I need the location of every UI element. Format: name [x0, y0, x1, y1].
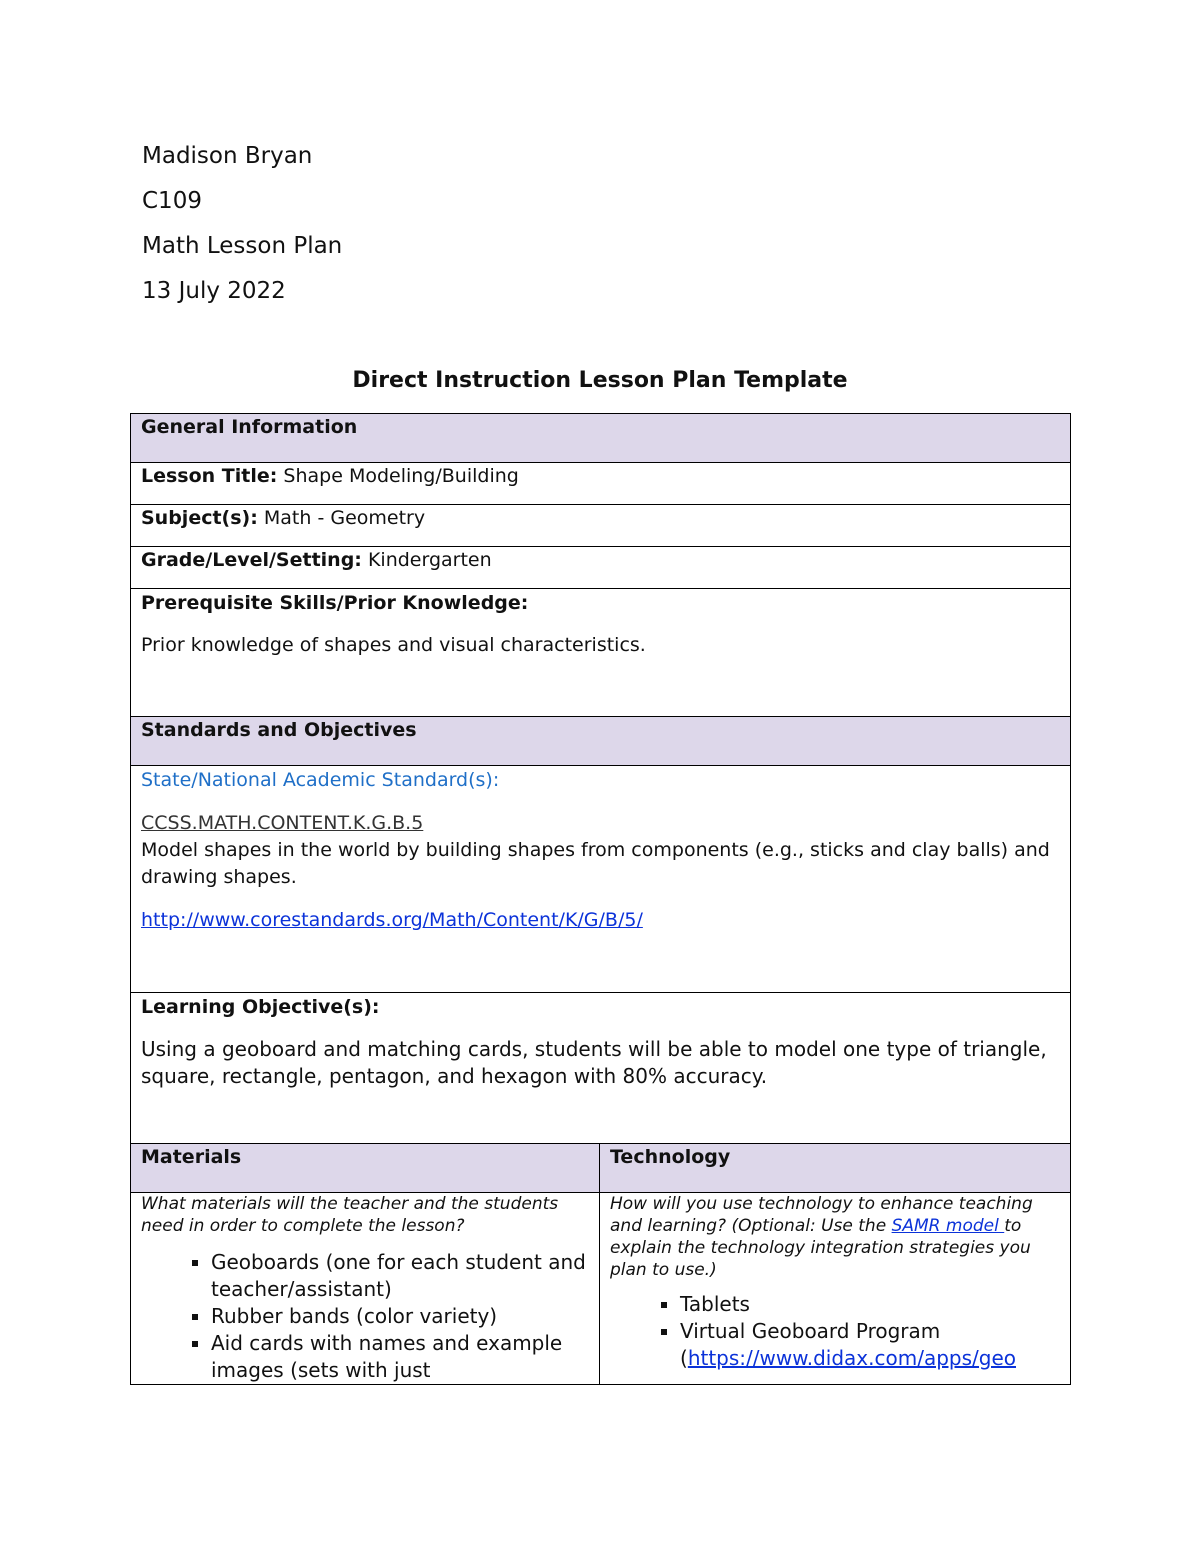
general-information-heading: General Information: [131, 414, 1071, 463]
materials-item: ▪ Rubber bands (color variety): [211, 1303, 589, 1330]
technology-prompt-end: to explain the technology integration strategies you plan to use.): [610, 1216, 1031, 1280]
technology-item-label: Virtual Geoboard Program: [680, 1319, 941, 1343]
document-title: Direct Instruction Lesson Plan Template: [352, 368, 848, 393]
standard-link[interactable]: http://www.corestandards.org/Math/Content/K/G/B/5/: [141, 909, 643, 931]
standards-objectives-heading: Standards and Objectives: [131, 717, 1071, 766]
materials-heading: Materials: [131, 1144, 600, 1193]
technology-prompt: [610, 1193, 1060, 1281]
standard-label: State/National Academic Standard(s):: [141, 769, 500, 791]
subject-label: Subject(s):: [141, 507, 258, 529]
materials-item: ▪ Geoboards (one for each student and teacher/assistant): [211, 1249, 589, 1303]
lesson-title-label: Lesson Title:: [141, 465, 278, 487]
assignment-title: Math Lesson Plan: [142, 233, 343, 259]
technology-prompt-start: How will you use technology to enhance teaching and learning? (Optional: Use the: [610, 1194, 1033, 1236]
materials-prompt: What materials will the teacher and the students need in order to complete the lesson?: [141, 1194, 559, 1236]
lesson-plan-table: [130, 413, 1071, 1385]
grade-value: Kindergarten: [367, 549, 492, 571]
prerequisite-value: Prior knowledge of shapes and visual characteristics.: [141, 634, 646, 656]
technology-heading: Technology: [600, 1144, 1071, 1193]
objective-label: Learning Objective(s):: [141, 996, 380, 1018]
standards-row: [131, 766, 1071, 993]
subject-value: Math - Geometry: [263, 507, 426, 529]
materials-item: ▪ Aid cards with names and example images (sets with just: [211, 1330, 589, 1384]
technology-item-paren: (: [680, 1346, 688, 1370]
technology-cell: [600, 1193, 1071, 1385]
prerequisite-label: Prerequisite Skills/Prior Knowledge:: [141, 592, 529, 614]
technology-item: ▪ Tablets: [680, 1291, 1060, 1318]
grade-row: [131, 547, 1071, 589]
author-name: Madison Bryan: [142, 143, 313, 169]
prerequisite-row: [131, 589, 1071, 717]
objective-text: Using a geoboard and matching cards, students will be able to model one type of triangle, square, rectangle, pentagon, and hexagon with 80% accuracy.: [141, 1037, 1047, 1088]
course-code: C109: [142, 188, 202, 214]
samr-model-link[interactable]: SAMR model: [891, 1216, 1005, 1236]
materials-cell: [131, 1193, 600, 1385]
subject-row: [131, 505, 1071, 547]
document-header: [142, 140, 342, 320]
document-date: 13 July 2022: [142, 278, 286, 304]
geoboard-app-link[interactable]: https://www.didax.com/apps/geo: [687, 1346, 1016, 1370]
materials-list: [141, 1249, 589, 1384]
grade-label: Grade/Level/Setting:: [141, 549, 362, 571]
technology-item: [680, 1318, 1060, 1372]
lesson-title-row: [131, 463, 1071, 505]
lesson-title-value: Shape Modeling/Building: [283, 465, 519, 487]
standard-text: Model shapes in the world by building shapes from components (e.g., sticks and clay balls) and drawing shapes.: [141, 839, 1050, 888]
standard-code: CCSS.MATH.CONTENT.K.G.B.5: [141, 812, 424, 834]
technology-list: [610, 1291, 1060, 1372]
objectives-row: [131, 993, 1071, 1144]
